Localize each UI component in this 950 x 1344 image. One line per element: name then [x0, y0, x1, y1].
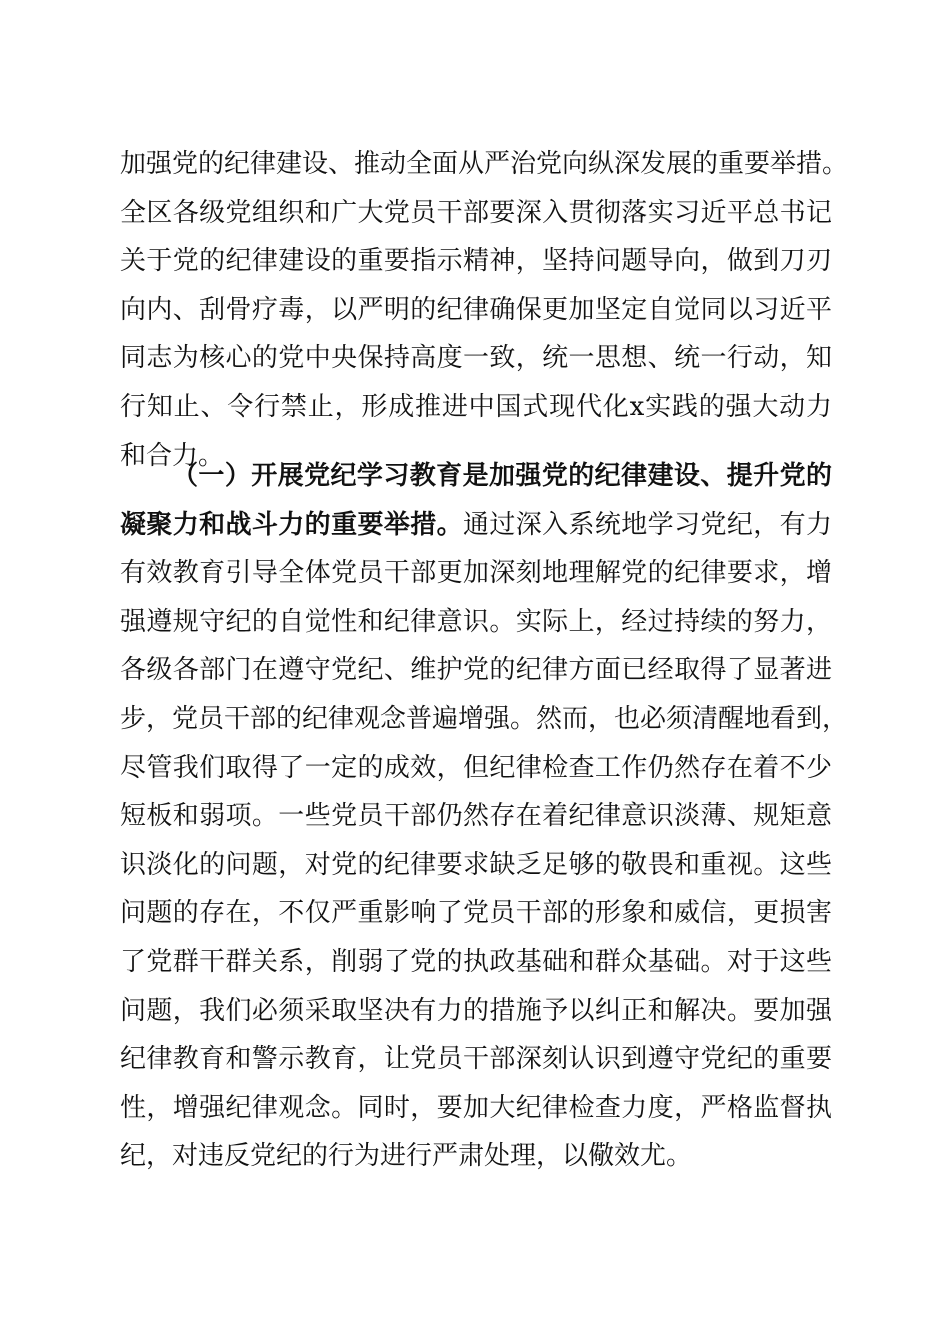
paragraph-1-line: 加强党的纪律建设、推动全面从严治党向纵深发展的重要举措。	[120, 149, 849, 179]
paragraph-2	[120, 452, 849, 1181]
paragraph-2-line: 问题的存在，不仅严重影响了党员干部的形象和威信，更损害	[120, 898, 832, 929]
paragraph-2-line: 短板和弱项。一些党员干部仍然存在着纪律意识淡薄、规矩意	[120, 801, 832, 832]
paragraph-2-line: 性，增强纪律观念。同时，要加大纪律检查力度，严格监督执	[120, 1092, 832, 1123]
paragraph-2-line: 强遵规守纪的自觉性和纪律意识。实际上，经过持续的努力，	[120, 606, 832, 637]
paragraph-2-line: 纪，对违反党纪的行为进行严肃处理，以儆效尤。	[120, 1141, 693, 1172]
paragraph-1-line: 同志为核心的党中央保持高度一致，统一思想、统一行动，知	[120, 343, 832, 374]
paragraph-2-line: 尽管我们取得了一定的成效，但纪律检查工作仍然存在着不少	[120, 752, 832, 783]
paragraph-1-line: 全区各级党组织和广大党员干部要深入贯彻落实习近平总书记	[120, 197, 832, 228]
paragraph-1-line: 和合力。	[120, 440, 225, 471]
paragraph-2-line-mixed	[120, 501, 832, 550]
section-heading-line-2: 凝聚力和战斗力的重要举措。	[120, 509, 463, 540]
paragraph-2-line: 纪律教育和警示教育，让党员干部深刻认识到遵守党纪的重要	[120, 1044, 832, 1075]
paragraph-2-line: 各级各部门在遵守党纪、维护党的纪律方面已经取得了显著进	[120, 655, 832, 686]
paragraph-1-line: 行知止、令行禁止，形成推进中国式现代化x实践的强大动力	[120, 391, 832, 422]
paragraph-1-line: 关于党的纪律建设的重要指示精神，坚持问题导向，做到刀刃	[120, 246, 832, 277]
section-heading-line-1: （一）开展党纪学习教育是加强党的纪律建设、提升党的	[172, 461, 832, 491]
paragraph-2-line: 识淡化的问题，对党的纪律要求缺乏足够的敬畏和重视。这些	[120, 849, 832, 880]
paragraph-2-line: 步，党员干部的纪律观念普遍增强。然而，也必须清醒地看到，	[120, 703, 849, 734]
paragraph-2-line-2-rest: 通过深入系统地学习党纪，有力	[463, 509, 832, 540]
paragraph-1-line: 向内、刮骨疗毒，以严明的纪律确保更加坚定自觉同以习近平	[120, 294, 832, 325]
paragraph-1	[120, 140, 849, 480]
paragraph-2-line: 了党群干群关系，削弱了党的执政基础和群众基础。对于这些	[120, 946, 832, 977]
paragraph-2-line: 有效教育引导全体党员干部更加深刻地理解党的纪律要求，增	[120, 558, 832, 589]
paragraph-2-line: 问题，我们必须采取坚决有力的措施予以纠正和解决。要加强	[120, 995, 832, 1026]
